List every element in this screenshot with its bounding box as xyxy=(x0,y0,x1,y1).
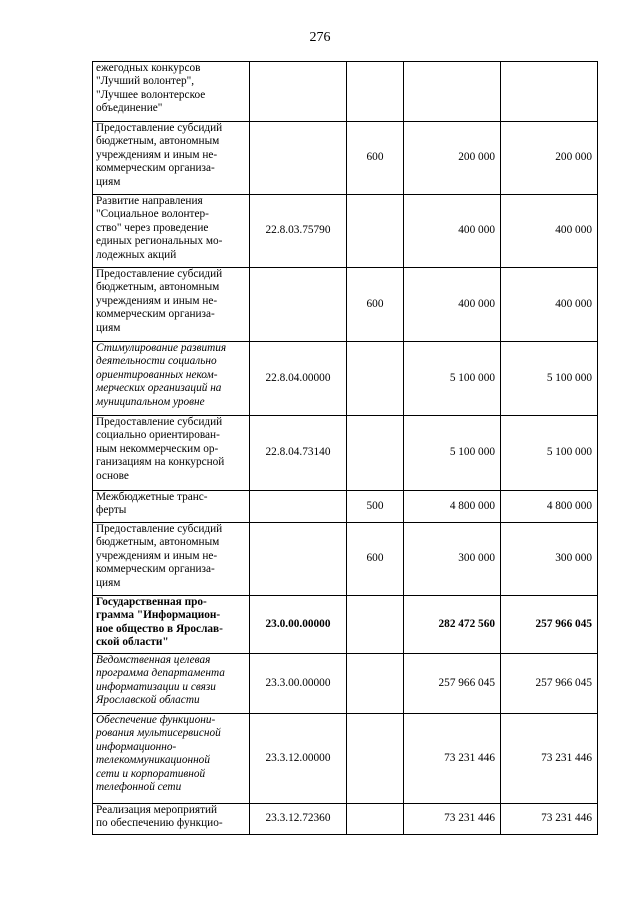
row-code-cell xyxy=(250,62,347,122)
row-sum-year2-cell: 5 100 000 xyxy=(501,416,598,491)
row-sum-year2-cell: 73 231 446 xyxy=(501,714,598,804)
row-sum-year1-cell: 4 800 000 xyxy=(404,491,501,523)
row-sum-year2-cell: 257 966 045 xyxy=(501,596,598,654)
table-row xyxy=(93,195,598,268)
row-code-cell xyxy=(250,491,347,523)
row-expense-type-cell xyxy=(347,342,404,416)
row-sum-year2-cell: 5 100 000 xyxy=(501,342,598,416)
table-row xyxy=(93,654,598,714)
row-expense-type-cell xyxy=(347,596,404,654)
row-sum-year1-cell: 73 231 446 xyxy=(404,714,501,804)
table-row xyxy=(93,62,598,122)
row-expense-type-cell: 600 xyxy=(347,523,404,596)
table-row xyxy=(93,804,598,835)
table-row xyxy=(93,122,598,195)
row-sum-year1-cell: 73 231 446 xyxy=(404,804,501,835)
row-sum-year2-cell: 400 000 xyxy=(501,195,598,268)
row-name-cell: Предоставление субсидий бюджетным, автономным учреждениям и иным не- коммерческим организа- циям xyxy=(93,268,250,342)
row-code-cell xyxy=(250,268,347,342)
row-sum-year2-cell: 73 231 446 xyxy=(501,804,598,835)
row-name-cell: Предоставление субсидий бюджетным, автономным учреждениям и иным не- коммерческим организа- циям xyxy=(93,122,250,195)
row-expense-type-cell xyxy=(347,654,404,714)
budget-table xyxy=(92,61,598,835)
row-sum-year2-cell: 400 000 xyxy=(501,268,598,342)
row-expense-type-cell: 600 xyxy=(347,122,404,195)
row-name-cell: Стимулирование развития деятельности социально ориентированных неком- мерческих организаций на муниципальном уровне xyxy=(93,342,250,416)
table-row xyxy=(93,523,598,596)
table-row xyxy=(93,491,598,523)
row-name-cell: Развитие направления "Социальное волонтер- ство" через проведение единых региональных мо- лодежных акций xyxy=(93,195,250,268)
row-sum-year1-cell: 282 472 560 xyxy=(404,596,501,654)
row-sum-year2-cell: 200 000 xyxy=(501,122,598,195)
row-sum-year2-cell xyxy=(501,62,598,122)
row-sum-year2-cell: 4 800 000 xyxy=(501,491,598,523)
row-code-cell xyxy=(250,122,347,195)
row-name-cell: Обеспечение функциони- рования мультисервисной информационно- телекоммуникационной сети и корпоративной телефонной сети xyxy=(93,714,250,804)
row-sum-year1-cell: 5 100 000 xyxy=(404,342,501,416)
row-code-cell: 23.3.12.72360 xyxy=(250,804,347,835)
table-row xyxy=(93,268,598,342)
table-row xyxy=(93,416,598,491)
row-code-cell: 22.8.04.00000 xyxy=(250,342,347,416)
row-sum-year1-cell: 200 000 xyxy=(404,122,501,195)
row-code-cell: 22.8.04.73140 xyxy=(250,416,347,491)
row-sum-year1-cell: 400 000 xyxy=(404,268,501,342)
row-expense-type-cell xyxy=(347,416,404,491)
row-code-cell: 22.8.03.75790 xyxy=(250,195,347,268)
row-sum-year1-cell: 400 000 xyxy=(404,195,501,268)
row-sum-year1-cell: 257 966 045 xyxy=(404,654,501,714)
page-number: 276 xyxy=(309,30,331,45)
row-name-cell: Государственная про- грамма "Информацион- ное общество в Ярослав- ской области" xyxy=(93,596,250,654)
table-row xyxy=(93,596,598,654)
row-name-cell: Межбюджетные транс- ферты xyxy=(93,491,250,523)
row-expense-type-cell xyxy=(347,804,404,835)
row-expense-type-cell xyxy=(347,195,404,268)
table-row xyxy=(93,714,598,804)
row-name-cell: Реализация мероприятий по обеспечению функцио- xyxy=(93,804,250,835)
row-name-cell: Предоставление субсидий бюджетным, автономным учреждениям и иным не- коммерческим организа- циям xyxy=(93,523,250,596)
table-row xyxy=(93,342,598,416)
row-expense-type-cell xyxy=(347,62,404,122)
row-name-cell: Предоставление субсидий социально ориентирован- ным некоммерческим ор- ганизациям на конкурсной основе xyxy=(93,416,250,491)
row-expense-type-cell: 600 xyxy=(347,268,404,342)
row-expense-type-cell xyxy=(347,714,404,804)
row-sum-year2-cell: 257 966 045 xyxy=(501,654,598,714)
row-code-cell: 23.0.00.00000 xyxy=(250,596,347,654)
row-sum-year1-cell: 300 000 xyxy=(404,523,501,596)
row-name-cell: ежегодных конкурсов "Лучший волонтер", "Лучшее волонтерское объединение" xyxy=(93,62,250,122)
row-code-cell: 23.3.00.00000 xyxy=(250,654,347,714)
row-name-cell: Ведомственная целевая программа департамента информатизации и связи Ярославской области xyxy=(93,654,250,714)
row-expense-type-cell: 500 xyxy=(347,491,404,523)
row-sum-year1-cell: 5 100 000 xyxy=(404,416,501,491)
row-sum-year2-cell: 300 000 xyxy=(501,523,598,596)
row-sum-year1-cell xyxy=(404,62,501,122)
budget-table-body xyxy=(93,62,598,835)
row-code-cell: 23.3.12.00000 xyxy=(250,714,347,804)
row-code-cell xyxy=(250,523,347,596)
